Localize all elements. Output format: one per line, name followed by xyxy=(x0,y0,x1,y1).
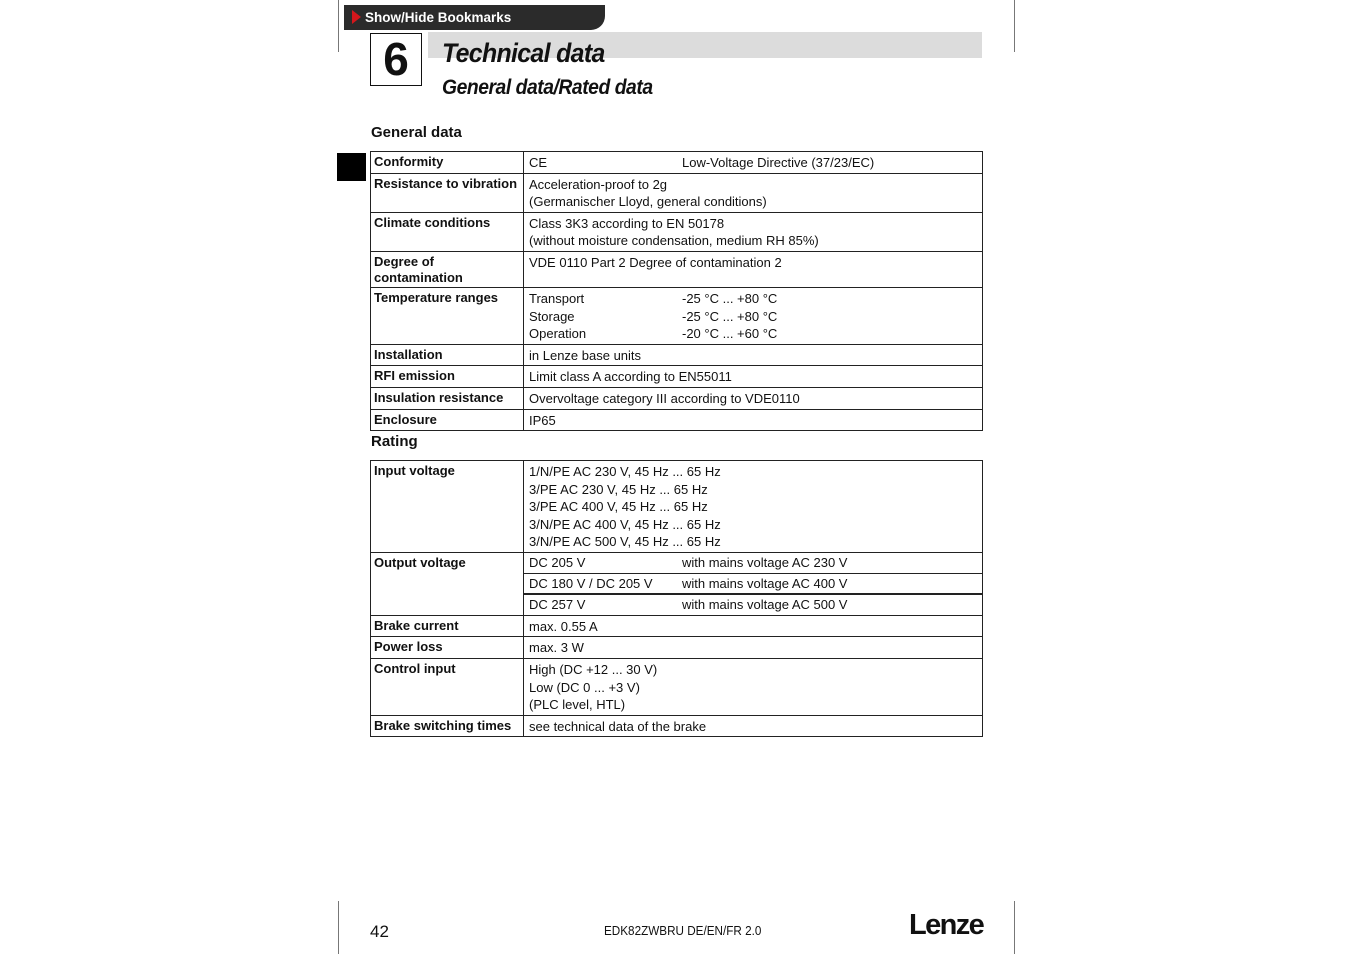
rating-table xyxy=(370,460,983,737)
value-cell: Low-Voltage Directive (37/23/EC) xyxy=(682,155,875,170)
section-heading-general: General data xyxy=(371,124,462,141)
value-line xyxy=(529,390,977,408)
value-line xyxy=(529,215,977,233)
value-cell: Limit class A according to EN55011 xyxy=(529,369,732,385)
table-row xyxy=(371,212,983,251)
value-cell: IP65 xyxy=(529,412,556,428)
output-value: DC 257 V xyxy=(529,597,586,613)
row-label: Climate conditions xyxy=(371,212,524,251)
value-cell: Storage xyxy=(529,308,575,324)
general-data-table xyxy=(370,151,983,431)
output-condition: with mains voltage AC 230 V xyxy=(682,554,848,570)
row-value xyxy=(524,658,983,715)
value-line xyxy=(529,412,977,430)
chapter-number: 6 xyxy=(370,33,422,86)
row-value xyxy=(524,152,983,174)
value-cell: Operation xyxy=(529,326,587,342)
row-value: max. 0.55 A xyxy=(524,615,983,637)
value-cell: Class 3K3 according to EN 50178 xyxy=(529,215,725,231)
value-cell: Transport xyxy=(529,290,585,306)
value-cell: -25 °C ... +80 °C xyxy=(682,308,778,324)
page-number: 42 xyxy=(370,922,389,941)
row-label: Power loss xyxy=(371,637,524,659)
row-value xyxy=(524,409,983,431)
row-value xyxy=(524,366,983,388)
row-label: Conformity xyxy=(371,152,524,174)
value-cell: Acceleration-proof to 2g xyxy=(529,176,668,192)
row-label: Brake switching times xyxy=(371,715,524,737)
table-row xyxy=(371,387,983,409)
lenze-logo: Lenze xyxy=(909,909,984,941)
row-value xyxy=(524,552,983,615)
row-value: see technical data of the brake xyxy=(524,715,983,737)
output-condition: with mains voltage AC 400 V xyxy=(682,575,848,591)
row-label: Temperature ranges xyxy=(371,287,524,344)
row-value xyxy=(524,461,983,553)
value-line xyxy=(529,308,977,326)
value-line: 3/PE AC 400 V, 45 Hz ... 65 Hz xyxy=(529,499,708,515)
table-row xyxy=(371,366,983,388)
value-cell: (Germanischer Lloyd, general conditions) xyxy=(529,194,767,210)
value-line: 3/PE AC 230 V, 45 Hz ... 65 Hz xyxy=(529,481,708,497)
row-label: Resistance to vibration xyxy=(371,173,524,212)
value-line: High (DC +12 ... 30 V) xyxy=(529,661,658,677)
table-row xyxy=(371,637,983,659)
value-line xyxy=(529,176,977,194)
value-line: 1/N/PE AC 230 V, 45 Hz ... 65 Hz xyxy=(529,464,721,479)
row-label: RFI emission xyxy=(371,366,524,388)
output-value: DC 180 V / DC 205 V xyxy=(529,575,653,591)
table-row xyxy=(371,658,983,715)
table-row xyxy=(371,409,983,431)
bookmarks-label: Show/Hide Bookmarks xyxy=(365,10,512,25)
row-value xyxy=(524,387,983,409)
value-line xyxy=(529,254,977,272)
table-row xyxy=(371,715,983,737)
value-line xyxy=(529,232,977,250)
page-edge-bottom-left xyxy=(338,901,339,954)
row-value xyxy=(524,251,983,287)
row-label: Insulation resistance xyxy=(371,387,524,409)
row-value xyxy=(524,173,983,212)
row-value xyxy=(524,344,983,366)
page-edge-bottom-right xyxy=(1014,901,1015,954)
value-cell: in Lenze base units xyxy=(529,347,642,363)
value-line: Low (DC 0 ... +3 V) xyxy=(529,679,640,695)
show-hide-bookmarks-button[interactable] xyxy=(344,5,605,30)
row-value xyxy=(524,212,983,251)
table-row xyxy=(371,552,983,615)
value-line: (PLC level, HTL) xyxy=(529,697,626,713)
value-cell: -20 °C ... +60 °C xyxy=(682,326,778,342)
value-cell: VDE 0110 Part 2 Degree of contamination 2 xyxy=(529,254,782,270)
output-voltage-row xyxy=(524,553,982,574)
table-row xyxy=(371,344,983,366)
value-cell: CE xyxy=(529,155,548,170)
page-subtitle: General data/Rated data xyxy=(442,76,653,99)
value-line: 3/N/PE AC 500 V, 45 Hz ... 65 Hz xyxy=(529,534,721,550)
value-line: 3/N/PE AC 400 V, 45 Hz ... 65 Hz xyxy=(529,516,721,532)
value-line xyxy=(529,290,977,308)
value-cell: (without moisture condensation, medium RH 85%) xyxy=(529,233,819,249)
table-row xyxy=(371,287,983,344)
row-label: Output voltage xyxy=(371,552,524,615)
row-label: Input voltage xyxy=(371,461,524,553)
output-condition: with mains voltage AC 500 V xyxy=(682,597,848,613)
document-code: EDK82ZWBRU DE/EN/FR 2.0 xyxy=(604,923,762,938)
page-edge-top-left xyxy=(338,0,339,52)
row-label: Degree of contamination xyxy=(371,251,524,287)
table-row xyxy=(371,461,983,553)
chapter-marker xyxy=(337,153,366,181)
output-voltage-row xyxy=(524,574,982,596)
row-value: max. 3 W xyxy=(524,637,983,659)
page-title: Technical data xyxy=(442,38,605,68)
value-cell: -25 °C ... +80 °C xyxy=(682,290,778,306)
row-label: Enclosure xyxy=(371,409,524,431)
row-value xyxy=(524,287,983,344)
value-line xyxy=(529,154,977,172)
value-line xyxy=(529,368,977,386)
value-line xyxy=(529,347,977,365)
value-line xyxy=(529,325,977,343)
page-edge-top-right xyxy=(1014,0,1015,52)
value-line xyxy=(529,193,977,211)
table-row xyxy=(371,152,983,174)
table-row xyxy=(371,173,983,212)
value-cell: Overvoltage category III according to VDE0110 xyxy=(529,390,800,406)
table-row xyxy=(371,251,983,287)
row-label: Control input xyxy=(371,658,524,715)
output-value: DC 205 V xyxy=(529,554,586,570)
triangle-right-icon xyxy=(352,10,361,24)
output-voltage-row xyxy=(524,595,982,615)
row-label: Installation xyxy=(371,344,524,366)
table-row xyxy=(371,615,983,637)
row-label: Brake current xyxy=(371,615,524,637)
section-heading-rating: Rating xyxy=(371,433,418,450)
